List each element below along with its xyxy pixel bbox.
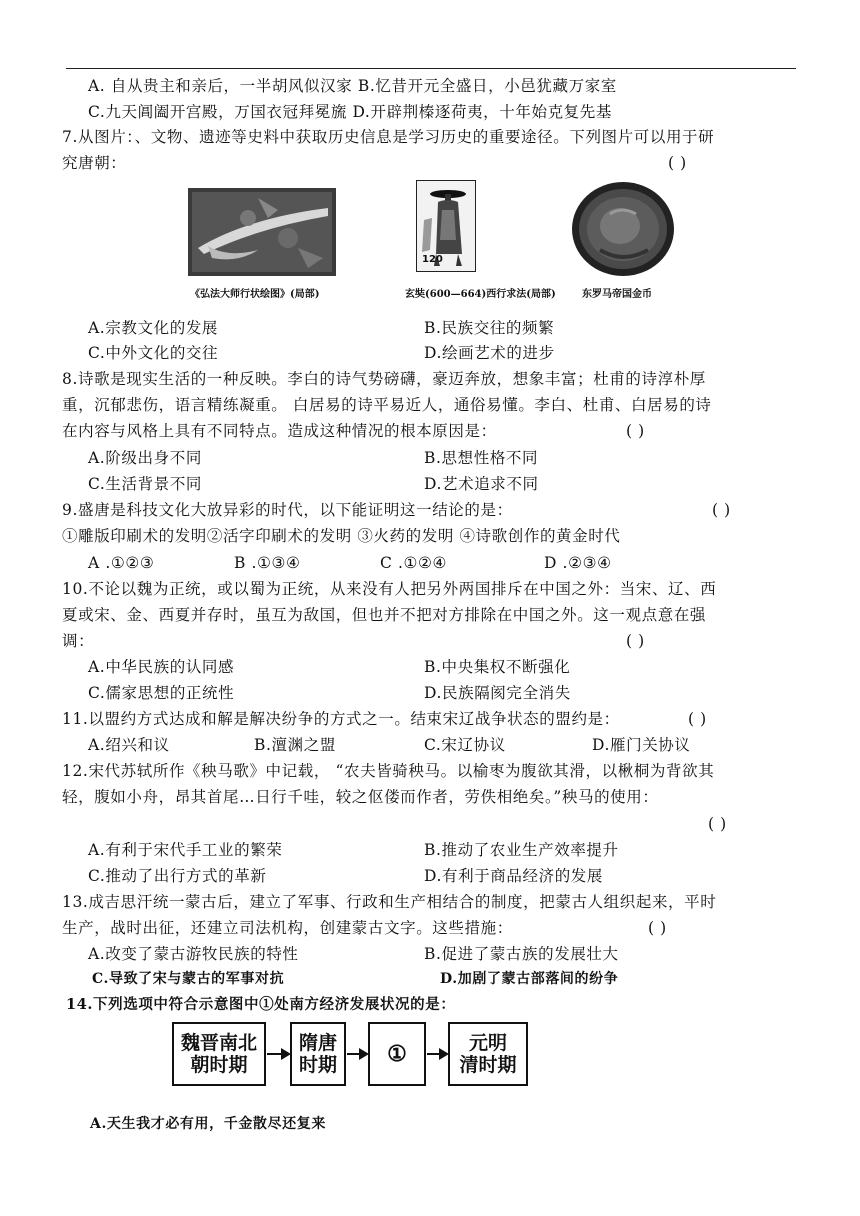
flow-box-blank-1: ① [368,1022,426,1086]
q9-answer-paren: ( ) [712,501,731,519]
q7-image-roman-coin [570,180,676,278]
q9-option-d: D .②③④ [544,554,612,572]
q10-option-a: A.中华民族的认同感 [88,658,235,676]
flow-box-wei-jin: 魏晋南北 朝时期 [172,1022,266,1086]
q10-option-c: C.儒家思想的正统性 [88,684,235,702]
q13-option-d: D.加剧了蒙古部落间的纷争 [440,971,619,987]
flow-arrow-3 [427,1053,447,1055]
q7-caption-1: 《弘法大师行状绘图》(局部) [190,289,320,300]
q9-stem-line2: ①雕版印刷术的发明②活字印刷术的发明 ③火药的发明 ④诗歌创作的黄金时代 [62,527,621,545]
q13-option-b: B.促进了蒙古族的发展壮大 [424,945,619,963]
flow-arrow-1 [267,1053,289,1055]
q8-answer-paren: ( ) [626,422,645,440]
q7-caption-2: 玄奘(600—664)西行求法(局部) [405,289,556,300]
q8-option-a: A.阶级出身不同 [88,449,202,467]
q7-image-number: 120 [422,254,443,265]
flow-box-sui-tang: 隋唐 时期 [290,1022,346,1086]
q12-stem-line2: 轻，腹如小舟，昂其首尾…日行千哇，较之伛偻而作者，劳佚相绝矣。”秧马的使用： [62,788,659,806]
q7-answer-paren: ( ) [668,154,687,172]
q9-option-c: C .①②④ [380,554,448,572]
q8-option-b: B.思想性格不同 [424,449,539,467]
q13-stem-line2: 生产，战时出征，还建立司法机构，创建蒙古文字。这些措施： [62,919,513,937]
q7-stem-line2: 究唐朝： [62,154,127,172]
q10-stem-line2: 夏或宋、金、西夏并存时，虽互为敌国，但也并不把对方排除在中国之外。这一观点意在强 [62,606,707,624]
q8-stem-line3: 在内容与风格上具有不同特点。造成这种情况的根本原因是： [62,422,497,440]
q10-option-d: D.民族隔阂完全消失 [424,684,571,702]
q12-option-a: A.有利于宋代手工业的繁荣 [88,841,283,859]
q12-option-d: D.有利于商品经济的发展 [424,867,604,885]
q10-stem-line1: 10.不论以魏为正统，或以蜀为正统，从来没有人把另外两国排斥在中国之外：当宋、辽、西 [62,580,717,598]
q7-option-a: A.宗教文化的发展 [88,319,219,337]
q7-stem-line1: 7.从图片：、文物、遗迹等史料中获取历史信息是学习历史的重要途径。下列图片可以用于研 [62,128,715,146]
q12-option-c: C.推动了出行方式的革新 [88,867,267,885]
q13-answer-paren: ( ) [648,919,667,937]
q8-option-c: C.生活背景不同 [88,475,203,493]
header-rule [66,68,796,69]
q7-image-monk-painting [188,188,336,276]
q13-stem-line1: 13.成吉思汗统一蒙古后，建立了军事、行政和生产相结合的制度，把蒙古人组织起来，平时 [62,893,717,911]
q7-option-c: C.中外文化的交往 [88,344,219,362]
q7-image-xuanzang [416,180,476,272]
q14-stem: 14.下列选项中符合示意图中①处南方经济发展状况的是： [66,996,456,1013]
flow-box-yuan-ming-qing: 元明 清时期 [448,1022,528,1086]
q12-stem-line1: 12.宋代苏轼所作《秧马歌》中记载， “农夫皆骑秧马。以榆枣为腹欲其滑，以楸桐为背欲其 [62,762,715,780]
q10-answer-paren: ( ) [626,632,645,650]
q7-option-b: B.民族交往的频繁 [424,319,555,337]
flow-arrow-2 [347,1053,367,1055]
q7-option-d: D.绘画艺术的进步 [424,344,555,362]
q11-option-c: C.宋辽协议 [424,736,506,754]
q9-option-a: A .①②③ [88,554,155,572]
q6-options-cd: C.九天阊阖开宫殿，万国衣冠拜冕旒 D.开辟荆榛逐荷夷，十年始克复先基 [88,103,612,121]
q11-stem: 11.以盟约方式达成和解是解决纷争的方式之一。结束宋辽战争状态的盟约是： [62,710,620,728]
q10-stem-line3: 调： [62,632,95,650]
q14-option-a: A.天生我才必有用，千金散尽还复来 [90,1116,326,1132]
q7-caption-3: 东罗马帝国金币 [582,289,652,300]
q6-options-ab: A. 自从贵主和亲后，一半胡风似汉家 B.忆昔开元全盛日，小邑犹藏万家室 [88,77,617,95]
q11-answer-paren: ( ) [688,710,707,728]
q11-option-a: A.绍兴和议 [88,736,170,754]
q8-stem-line2: 重，沉郁悲伤，语言精练凝重。 白居易的诗平易近人，通俗易懂。李白、杜甫、白居易的诗 [62,396,712,414]
q13-option-c: C.导致了宋与蒙古的军事对抗 [92,971,285,987]
q9-stem-line1: 9.盛唐是科技文化大放异彩的时代，以下能证明这一结论的是： [62,501,513,519]
q10-option-b: B.中央集权不断强化 [424,658,571,676]
q12-answer-paren: ( ) [708,815,727,833]
q9-option-b: B .①③④ [234,554,301,572]
q13-option-a: A.改变了蒙古游牧民族的特性 [88,945,299,963]
q11-option-b: B.澶渊之盟 [254,736,336,754]
q11-option-d: D.雁门关协议 [592,736,691,754]
q8-stem-line1: 8.诗歌是现实生活的一种反映。李白的诗气势磅礴，豪迈奔放，想象丰富；杜甫的诗淳朴厚 [62,370,706,388]
q12-option-b: B.推动了农业生产效率提升 [424,841,619,859]
q8-option-d: D.艺术追求不同 [424,475,539,493]
